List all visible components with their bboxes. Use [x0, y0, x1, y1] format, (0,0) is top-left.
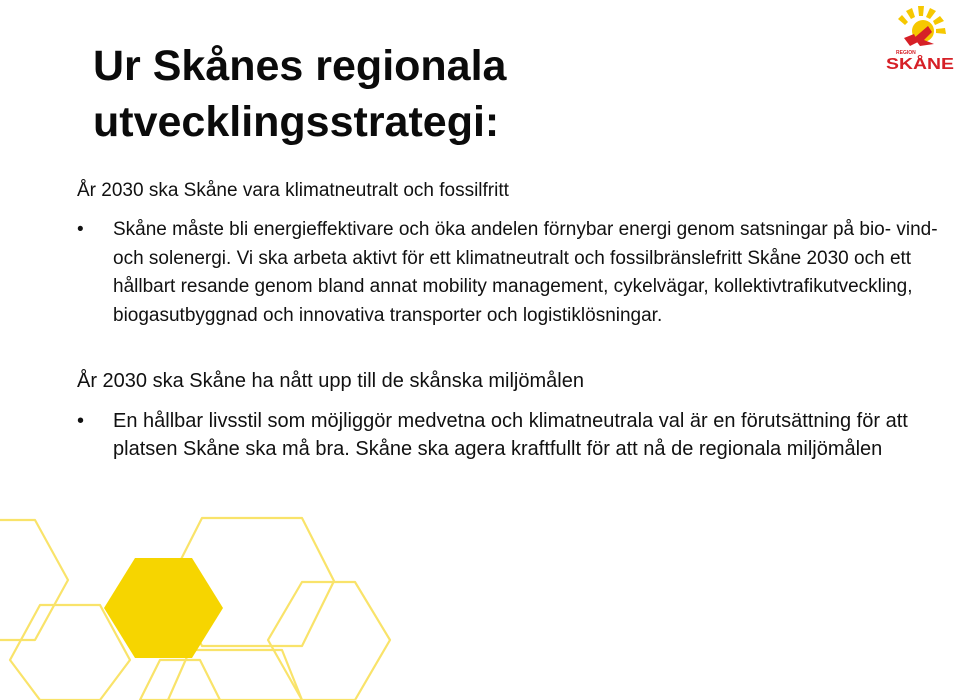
bullet-item: [77, 216, 947, 330]
page-title: [93, 38, 813, 150]
bullet-text: En hållbar livsstil som möjliggör medvetna och klimatneutrala val är en förutsättning för att platsen Skåne ska må bra. Skåne ska agera kraftfullt för att nå de regionala miljömålen: [113, 410, 908, 460]
section-climate-neutral: [77, 178, 947, 330]
title-line-2: utvecklingsstrategi:: [93, 98, 500, 146]
griffin-sun-logo-icon: [898, 6, 946, 46]
region-skane-logo: [884, 4, 956, 74]
title-line-1: Ur Skånes regionala: [93, 42, 507, 90]
bullet-text: Skåne måste bli energieffektivare och öka andelen förnybar energi genom satsningar på bio- vind- och solenergi. Vi ska arbeta aktivt för ett klimatneutralt och fossilbränslefritt Skåne 2030 och ett hållbart resande genom bland annat mobility management, cykelvägar, kollektivtrafikutveckling, biogasutbyggnad och innovativa transporter och logistiklösningar.: [113, 219, 938, 326]
bullet-icon: •: [77, 219, 84, 240]
bullet-item: [77, 407, 947, 463]
section-heading: År 2030 ska Skåne ha nått upp till de skånska miljömålen: [77, 370, 584, 392]
logo-big-text: SKÅNE: [886, 56, 942, 73]
logo-small-text: REGION: [896, 50, 916, 56]
slide-body: [77, 178, 947, 463]
section-environment-goals: [77, 368, 947, 463]
bullet-icon: •: [77, 410, 85, 432]
section-heading: År 2030 ska Skåne vara klimatneutralt och fossilfritt: [77, 180, 509, 201]
